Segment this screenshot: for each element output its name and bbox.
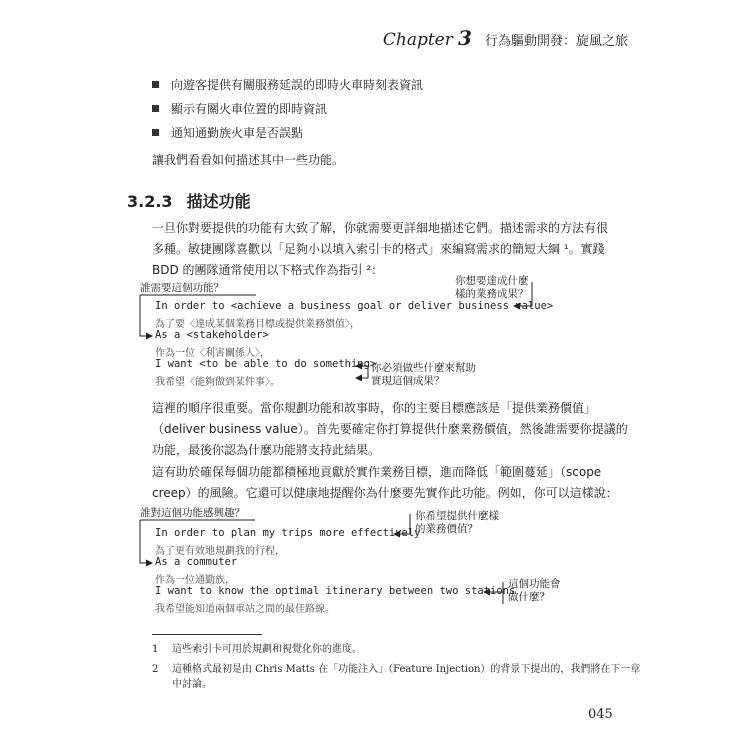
paragraph-line: 功能，最後你認為什麼功能將支持此結果。 (152, 443, 381, 457)
paragraph-line: 多種。敏捷團隊喜歡以「足夠小以填入索引卡的格式」來編寫需求的簡短大綱 ¹。實踐 (152, 242, 605, 256)
list-item-text: 顯示有關火車位置的即時資訊 (171, 101, 328, 116)
footnote-text-cont: 中討論。 (172, 679, 212, 690)
code-line: I want <to be able to do something> (155, 358, 377, 370)
annotation-line: 的業務價值？ (415, 523, 478, 535)
chapter-word: Chapter (382, 30, 453, 50)
code-translation: 為了更有效地規劃我的行程， (155, 546, 285, 557)
arrow-who-2 (140, 520, 152, 563)
paragraph: 讓我們看看如何描述其中一些功能。 (152, 153, 345, 167)
annotation-who: 誰需要這個功能？ (140, 282, 224, 294)
list-item-text: 通知通勤族火車是否誤點 (171, 125, 304, 140)
code-line: As a commuter (155, 556, 238, 568)
annotation-line: 做什麼？ (508, 591, 550, 603)
code-line: In order to plan my trips more effectively (155, 527, 421, 539)
code-translation: 我希望能知道兩個車站之間的最佳路線。 (155, 604, 335, 615)
list-item-text: 向遊客提供有關服務延誤的即時火車時刻表資訊 (171, 77, 424, 92)
arrow-value-2 (394, 514, 410, 534)
paragraph-line: BDD 的團隊通常使用以下格式作為指引 ²： (152, 263, 384, 277)
chapter-number: 3 (457, 26, 472, 50)
arrow-value-1 (514, 282, 532, 306)
paragraph-line: 這裡的順序很重要。當你規劃功能和故事時，你的主要目標應該是「提供業務價值」 (152, 401, 597, 415)
footnote-number: 1 (152, 644, 159, 655)
paragraph-line: 一旦你對要提供的功能有大致了解，你就需要更詳細地描述它們。描述需求的方法有很 (152, 221, 609, 235)
code-translation: 作為一位〈利害關係人〉， (155, 348, 270, 359)
paragraph-line: 這有助於確保每個功能都積極地貢獻於實作業務目標，進而降低「範圍蔓延」（scope (152, 465, 602, 479)
code-line: I want to know the optimal itinerary between two stations (155, 585, 516, 597)
arrow-what-1 (356, 366, 368, 378)
code-line: In order to <achieve a business goal or deliver business value> (155, 300, 554, 312)
page-number: 045 (588, 707, 613, 722)
section-title: 描述功能 (186, 192, 251, 211)
code-line: As a <stakeholder> (155, 329, 269, 341)
annotation-line: 你想要達成什麼 (455, 275, 529, 287)
section-number: 3.2.3 (127, 192, 173, 211)
chapter-title: 行為驅動開發：旋風之旅 (484, 34, 628, 49)
code-translation: 作為一位通勤族， (155, 575, 235, 586)
footnote-number: 2 (152, 664, 159, 675)
annotation-who: 誰對這個功能感興趣？ (140, 507, 245, 519)
annotation-line: 你希望提供什麼樣 (415, 510, 499, 522)
annotation-line: 這個功能會 (508, 578, 561, 590)
annotation-line: 你必須做些什麼來幫助 (371, 362, 476, 374)
arrow-who-1 (140, 295, 152, 336)
annotation-line: 實現這個成果？ (371, 375, 445, 387)
paragraph-line: creep）的風險。它還可以健康地提醒你為什麼要先實作此功能。例如，你可以這樣說： (152, 486, 618, 500)
footnote-text: 這些索引卡可用於規劃和視覺化你的進度。 (172, 644, 362, 655)
paragraph-line: （deliver business value）。首先要確定你打算提供什麼業務價值，然後誰需要你提議的 (152, 422, 628, 436)
code-translation: 我希望〈能夠做到某件事〉。 (155, 377, 280, 388)
annotation-line: 樣的業務成果？ (455, 288, 529, 300)
code-translation: 為了要〈達成某個業務目標或提供業務價值〉， (155, 319, 360, 330)
footnote-text: 這種格式最初是由 Chris Matts 在「功能注入」（Feature Injection）的背景下提出的，我們將在下一章 (172, 664, 641, 675)
